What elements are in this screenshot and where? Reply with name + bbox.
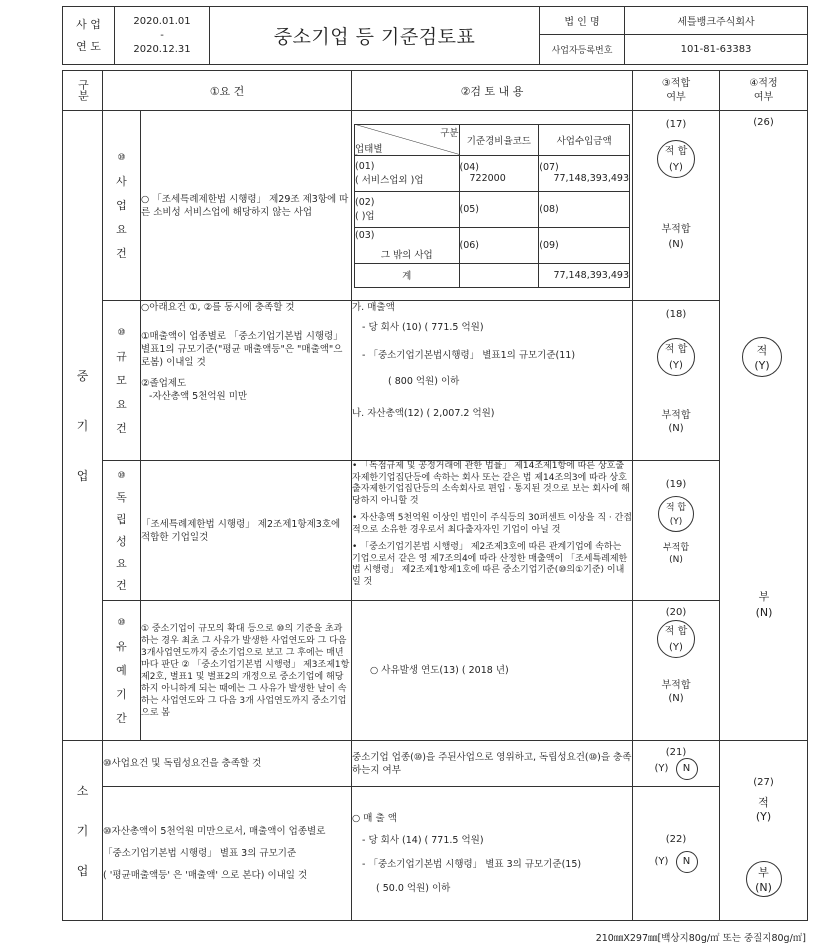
row102-req2: ①매출액이 업종별로 「중소기업기본법 시행령」 별표1의 규모기준("평균 매출액등"은 "매출액"으로봄) 이내일 것 bbox=[141, 331, 343, 368]
small2-req2: 「중소기업기본법 시행령」 별표 3의 규모기준 bbox=[103, 847, 297, 859]
row101-num: ⑩ bbox=[117, 152, 126, 163]
bt-r1c1-text: ( 서비스업외 )업 bbox=[355, 174, 424, 186]
small2-fit-no: (22) bbox=[665, 834, 687, 845]
bt-r3c1 bbox=[355, 227, 460, 263]
year-to: 2020.12.31 bbox=[133, 43, 191, 55]
row101-l1: 사 bbox=[116, 174, 127, 188]
bt-r3c2: (06) bbox=[459, 227, 539, 263]
header-table bbox=[62, 6, 808, 65]
small1-fit-no: (21) bbox=[665, 747, 687, 758]
small2-fit-n: N bbox=[676, 851, 698, 873]
row104-l2: 예 bbox=[116, 663, 127, 677]
bt-r2c2: (05) bbox=[459, 191, 539, 227]
reg-no-label: 사업자등록번호 bbox=[540, 35, 625, 65]
row103-l3: 성 bbox=[116, 534, 127, 548]
row104-fit bbox=[633, 601, 720, 741]
row103-fit-no: (19) bbox=[665, 479, 687, 490]
col-fit4-b: 여부 bbox=[753, 91, 774, 103]
small2-requirement bbox=[103, 787, 352, 921]
row102-l4: 건 bbox=[116, 421, 127, 435]
col-category-text: 구분 bbox=[76, 78, 90, 101]
row104-fit-no-code: (N) bbox=[668, 693, 684, 704]
small1-fit bbox=[633, 741, 720, 787]
business-table bbox=[354, 124, 630, 288]
fit4-sme-yes bbox=[742, 337, 782, 377]
year-label-2: 연 도 bbox=[76, 39, 101, 53]
small2-req1: ⑩자산총액이 5천억원 미만으로서, 매출액이 업종별로 bbox=[103, 825, 326, 837]
small-label-1: 소 bbox=[76, 783, 89, 798]
fit4-sme-yes-a: 적 bbox=[756, 344, 768, 357]
row104-content: ○ 사유발생 연도(13) ( 2018 년) bbox=[352, 601, 633, 741]
row104-l3: 기 bbox=[116, 687, 127, 701]
sme-label bbox=[63, 111, 103, 741]
small1-requirement: ⑩사업요건 및 독립성요건을 충족할 것 bbox=[103, 741, 352, 787]
fit4-sme-num: (26) bbox=[753, 117, 774, 128]
bt-r1c1-no: (01) bbox=[355, 160, 375, 172]
row102-req1: ○아래요건 ①, ②를 동시에 충족할 것 bbox=[141, 302, 295, 313]
col-fit3 bbox=[633, 71, 720, 111]
small-label-3: 업 bbox=[76, 863, 89, 878]
bt-h1-a: 구분 bbox=[440, 127, 459, 139]
reg-no: 101-81-63383 bbox=[625, 35, 808, 65]
bt-r2c3: (08) bbox=[539, 191, 630, 227]
bt-r2c1 bbox=[355, 191, 460, 227]
row101-fit-no: (17) bbox=[665, 119, 687, 130]
small2-fit-y: (Y) bbox=[654, 856, 669, 867]
row102-fit-yes-a: 적 합 bbox=[664, 344, 688, 355]
fit4-small-no-a: 부 bbox=[758, 866, 769, 879]
row104-num: ⑩ bbox=[117, 617, 126, 628]
row102-l2: 모 bbox=[116, 373, 127, 387]
row101-label bbox=[103, 111, 141, 301]
bt-r1c3 bbox=[539, 155, 630, 191]
bt-total-val: 77,148,393,493 bbox=[539, 263, 630, 287]
bt-r3c3: (09) bbox=[539, 227, 630, 263]
fit4-small bbox=[720, 741, 808, 921]
small2-c2: - 당 회사 (14) ( 771.5 억원) bbox=[362, 834, 484, 846]
bt-r1c3-val: 77,148,393,493 bbox=[553, 173, 629, 184]
row101-l4: 건 bbox=[116, 246, 127, 260]
row102-req4: -자산총액 5천억원 미만 bbox=[149, 391, 248, 402]
row103-requirement: 「조세특례제한법 시행령」 제2조제1항제3호에 적합한 기업일것 bbox=[141, 461, 352, 601]
row102-label bbox=[103, 301, 141, 461]
year-from: 2020.01.01 bbox=[133, 15, 191, 27]
main-table bbox=[62, 70, 808, 921]
row103-fit-no-code: (N) bbox=[669, 555, 683, 565]
row102-content bbox=[352, 301, 633, 461]
small2-fit bbox=[633, 787, 720, 921]
col-category bbox=[63, 71, 103, 111]
row104-label bbox=[103, 601, 141, 741]
bt-r3c1-text: 그 밖의 사업 bbox=[380, 249, 433, 261]
row101-l3: 요 bbox=[116, 222, 127, 236]
row104-fit-yes bbox=[657, 620, 695, 658]
fit4-sme-yes-b: (Y) bbox=[754, 359, 770, 372]
row102-c2: - 당 회사 (10) ( 771.5 억원) bbox=[362, 322, 484, 333]
fit4-sme-no bbox=[720, 589, 808, 621]
row102-req3: ②졸업제도 bbox=[141, 378, 187, 389]
col-fit4 bbox=[720, 71, 808, 111]
row101-fit-yes bbox=[657, 140, 695, 178]
row101-requirement: ○ 「조세특례제한법 시행령」 제29조 제3항에 따른 소비성 서비스업에 해당하지 않는 사업 bbox=[141, 111, 352, 301]
bt-r3c1-no: (03) bbox=[355, 229, 375, 241]
col-fit4-a: ④적정 bbox=[749, 77, 778, 89]
row102-fit-no-code: (N) bbox=[668, 423, 684, 434]
bt-r1c2-val: 722000 bbox=[469, 173, 506, 184]
row102-num: ⑩ bbox=[117, 327, 126, 338]
small2-c1: ○ 매 출 액 bbox=[352, 812, 397, 824]
row102-c4: ( 800 억원) 이하 bbox=[388, 376, 460, 387]
row104-fit-yes-b: (Y) bbox=[669, 642, 683, 653]
bt-h1 bbox=[355, 124, 460, 155]
corp-name-label: 법 인 명 bbox=[540, 7, 625, 35]
col-fit3-a: ③적합 bbox=[661, 77, 691, 89]
row102-fit bbox=[633, 301, 720, 461]
sme-label-2: 기 bbox=[76, 418, 89, 433]
fit4-sme-no-b: (N) bbox=[755, 606, 773, 619]
small2-c3: - 「중소기업기본법 시행령」 별표 3의 규모기준(15) bbox=[362, 858, 582, 870]
row103-l4: 요 bbox=[116, 556, 127, 570]
sme-label-1: 중 bbox=[76, 368, 89, 383]
row102-fit-no-label: 부적합 bbox=[661, 410, 691, 421]
fit4-small-yes-b: (Y) bbox=[755, 810, 772, 823]
row104-l1: 유 bbox=[116, 639, 127, 653]
row103-fit-yes-a: 적 합 bbox=[665, 503, 687, 513]
row103-c1: • 「독점규제 및 공정거래에 관한 법률」 제14조제1항에 따른 상호출자제한기업집단등에 속하는 회사 또는 같은 법 제14조의3에 따라 상호출자제한기업집단등의 소속회사로 편입 · 통지된 것으로 보는 회사에 해당하지 아니할 것 bbox=[352, 461, 630, 506]
year-range bbox=[115, 7, 210, 65]
row103-l1: 독 bbox=[116, 490, 127, 504]
col-fit3-b: 여부 bbox=[666, 91, 686, 103]
row104-fit-no: (20) bbox=[665, 607, 687, 618]
row102-c5: 나. 자산총액(12) ( 2,007.2 억원) bbox=[352, 408, 495, 419]
row103-fit-yes bbox=[658, 496, 694, 532]
row102-l3: 요 bbox=[116, 397, 127, 411]
fit4-sme-no-a: 부 bbox=[758, 590, 770, 603]
bt-h1-b: 업태별 bbox=[355, 143, 383, 155]
row103-fit-no-label: 부적합 bbox=[662, 543, 690, 553]
row101-fit-no-code: (N) bbox=[668, 239, 684, 250]
row103-fit bbox=[633, 461, 720, 601]
row102-fit-yes bbox=[657, 338, 695, 376]
small1-content: 중소기업 업종(⑩)을 주된사업으로 영위하고, 독립성요건(⑩)을 충족하는지 여부 bbox=[352, 741, 633, 787]
page-title: 중소기업 등 기준검토표 bbox=[210, 7, 540, 65]
bt-r1c2-no: (04) bbox=[459, 162, 480, 173]
bt-r2c1-no: (02) bbox=[355, 196, 375, 208]
fit4-small-no-b: (N) bbox=[755, 881, 772, 894]
col-requirement: ①요 건 bbox=[103, 71, 352, 111]
row104-fit-yes-a: 적 합 bbox=[664, 626, 688, 637]
row103-l2: 립 bbox=[116, 512, 127, 526]
fit4-small-num: (27) bbox=[753, 777, 774, 788]
bt-total-empty bbox=[459, 263, 539, 287]
bt-r1c3-no: (07) bbox=[539, 162, 559, 173]
year-label bbox=[63, 7, 115, 65]
year-label-1: 사 업 bbox=[76, 17, 101, 31]
row102-requirement bbox=[141, 301, 352, 461]
bt-h3: 사업수입금액 bbox=[539, 124, 630, 155]
row103-label bbox=[103, 461, 141, 601]
bt-h2: 기준경비율코드 bbox=[459, 124, 539, 155]
small2-req3: ( '평균매출액등' 은 '매출액' 으로 본다) 이내일 것 bbox=[103, 869, 308, 881]
row101-l2: 업 bbox=[116, 198, 127, 212]
col-review: ②검 토 내 용 bbox=[352, 71, 633, 111]
fit4-sme bbox=[720, 111, 808, 741]
row102-c3: - 「중소기업기본법시행령」 별표1의 규모기준(11) bbox=[362, 350, 576, 361]
year-dash: - bbox=[160, 29, 164, 41]
small1-fit-n: N bbox=[676, 758, 698, 780]
bt-r1c2 bbox=[459, 155, 539, 191]
row101-fit-yes-b: (Y) bbox=[669, 162, 683, 173]
row104-l4: 간 bbox=[116, 711, 127, 725]
small-label bbox=[63, 741, 103, 921]
row103-content bbox=[352, 461, 633, 601]
bt-r1c1 bbox=[355, 155, 460, 191]
row101-content bbox=[352, 111, 633, 301]
row104-fit-no-label: 부적합 bbox=[661, 680, 691, 691]
footer-note: 210㎜X297㎜[백상지80g/㎡ 또는 중질지80g/㎡] bbox=[595, 933, 806, 944]
sme-label-3: 업 bbox=[76, 468, 89, 483]
small2-content bbox=[352, 787, 633, 921]
bt-r2c1-text: ( )업 bbox=[355, 210, 375, 222]
row103-fit-yes-b: (Y) bbox=[669, 517, 683, 527]
row102-c1: 가. 매출액 bbox=[352, 302, 395, 313]
small2-c4: ( 50.0 억원) 이하 bbox=[376, 882, 451, 894]
row104-requirement: ① 중소기업이 규모의 확대 등으로 ⑩의 기준을 초과하는 경우 최초 그 사유가 발생한 사업연도와 그 다음 3개사업연도까지 중소기업으로 보고 그 후에는 매년마다 판단 ② 「중소기업기본법 시행령」 제3조제1항제2호, 별표1 및 별표2의 개정으로 중소기업에 해당하지 아니하게 되는 때에는 그 사유가 발생한 날이 속하는 사업연도와 그 다음 3개 사업연도까지 중소기업으로 봄 bbox=[141, 601, 352, 741]
small1-fit-y: (Y) bbox=[654, 763, 669, 774]
row102-fit-yes-b: (Y) bbox=[669, 360, 683, 371]
row103-l5: 건 bbox=[116, 578, 127, 592]
row103-num: ⑩ bbox=[117, 470, 126, 481]
row102-fit-no: (18) bbox=[665, 309, 687, 320]
fit4-small-no bbox=[746, 861, 782, 897]
small-label-2: 기 bbox=[76, 823, 89, 838]
row101-fit bbox=[633, 111, 720, 301]
corp-name: 세틀뱅크주식회사 bbox=[625, 7, 808, 35]
row103-c3: • 「중소기업기본법 시행령」 제2조제3호에 따른 관계기업에 속하는 기업으로서 같은 영 제7조의4에 따라 산정한 매출액이 「조세특례제한법 시행령」 제2조제1항제1호에 따른 중소기업기준(⑩의①기준) 이내일 것 bbox=[352, 542, 628, 587]
row103-c2: • 자산총액 5천억원 이상인 법인이 주식등의 30퍼센트 이상을 직 · 간접적으로 소유한 경우로서 최다출자자인 기업이 아닐 것 bbox=[352, 513, 633, 535]
row101-fit-yes-a: 적 합 bbox=[664, 146, 688, 157]
bt-total-label: 계 bbox=[355, 263, 460, 287]
fit4-small-yes-a: 적 bbox=[758, 796, 769, 809]
row102-l1: 규 bbox=[116, 349, 127, 363]
row101-fit-no-label: 부적합 bbox=[661, 224, 691, 235]
